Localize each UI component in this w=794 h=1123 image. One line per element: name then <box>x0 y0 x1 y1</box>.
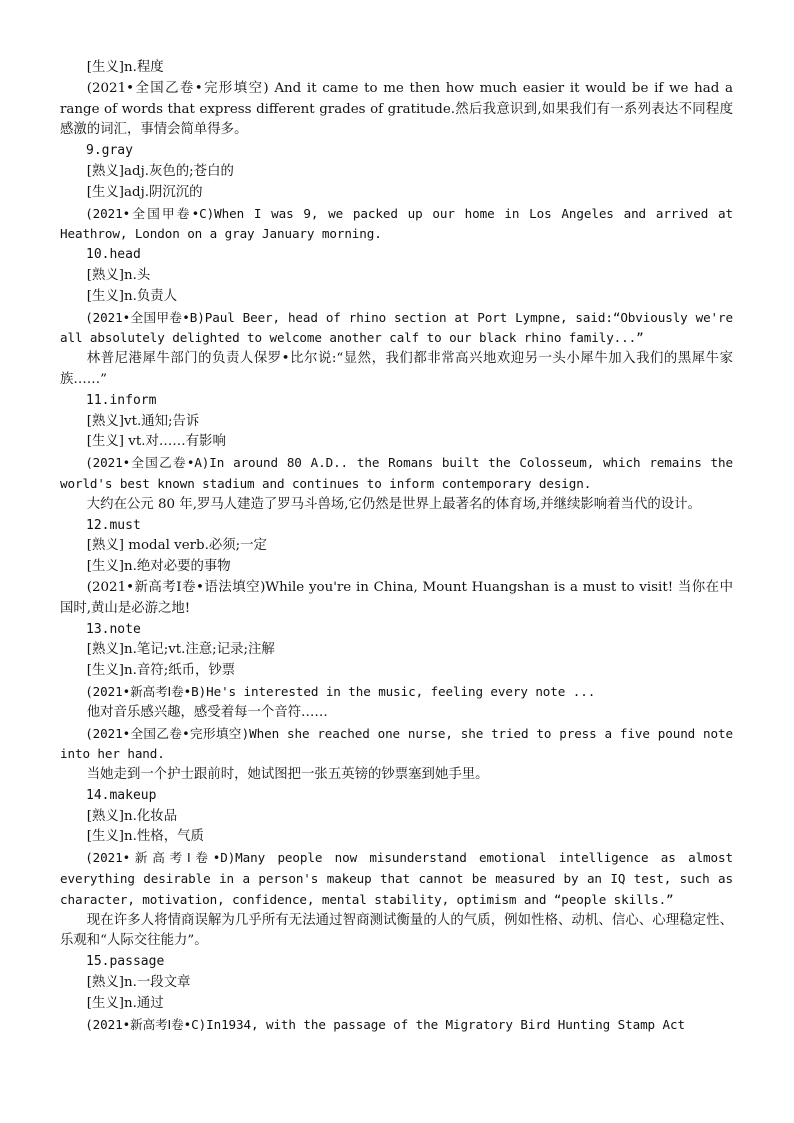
entry-heading: 10.head <box>86 247 141 263</box>
example-sentence: (2021•新高考Ⅰ卷•D)Many people now misunderstand emotional intelligence as almost everything desirable in a person's makeup that cannot be measured by an IQ test, such as character, motivation, confidence, mental stability, optimism and “people skills.” <box>60 850 733 907</box>
text-line: (2021•全国乙卷•完形填空) And it came to me then how much easier it would be if we had a range of words that express different grades of gratitude.然后我意识到,如果我们有一系列表达不同程度感激的词汇，事情会简单得多。 <box>60 80 733 138</box>
entry-heading: 13.note <box>86 621 141 637</box>
text-line: [生义] vt.对……有影响 <box>86 434 226 450</box>
translation: 现在许多人将情商误解为几乎所有无法通过智商测试衡量的人的气质，例如性格、动机、信心、心理稳定性、乐观和“人际交往能力”。 <box>60 912 733 949</box>
text-line: [生义]n.通过 <box>86 995 164 1011</box>
entry-heading: 14.makeup <box>86 787 157 803</box>
text-line: [熟义]n.笔记;vt.注意;记录;注解 <box>86 642 275 658</box>
example-sentence: (2021•新高考Ⅰ卷•语法填空)While you're in China, Mount Huangshan is a must to visit! 当你在中国时,黄山是必游之地! <box>60 579 733 616</box>
translation: 林普尼港犀牛部门的负责人保罗•比尔说:“显然，我们都非常高兴地欢迎另一头小犀牛加入我们的黑犀牛家族……” <box>60 351 733 387</box>
example-sentence: (2021•全国甲卷•C)When I was 9, we packed up our home in Los Angeles and arrived at Heathrow, London on a gray January morning. <box>60 205 733 242</box>
text-line: [生义]n.音符;纸币，钞票 <box>86 663 236 679</box>
text-line: [生义]n.性格，气质 <box>86 829 204 845</box>
text-line: [生义]n.绝对必要的事物 <box>86 559 231 575</box>
translation: 大约在公元 80 年,罗马人建造了罗马斗兽场,它仍然是世界上最著名的体育场,并继续影响着当代的设计。 <box>86 496 701 512</box>
example-sentence: (2021•全国甲卷•B)Paul Beer, head of rhino section at Port Lympne, said:“Obviously we're all absolutely delighted to welcome another calf to our black rhino family...” <box>60 309 733 346</box>
text-line: [熟义]n.化妆品 <box>86 808 178 824</box>
text-line: [熟义]vt.通知;告诉 <box>86 413 200 429</box>
translation: 他对音乐感兴趣，感受着每一个音符…… <box>86 704 328 720</box>
example-sentence: (2021•新高考Ⅰ卷•B)He's interested in the music, feeling every note ... <box>85 683 596 699</box>
entry-heading: 12.must <box>86 517 141 533</box>
text-line: [熟义]n.头 <box>86 267 151 283</box>
example-sentence: (2021•全国乙卷•完形填空)When she reached one nurse, she tried to press a five pound note into her hand. <box>60 725 733 762</box>
text-line: [熟义]adj.灰色的;苍白的 <box>86 163 234 179</box>
text-line: [生义]n.程度 <box>86 60 164 75</box>
text-line: [熟义] modal verb.必须;一定 <box>86 538 267 554</box>
text-line: [生义]adj.阴沉沉的 <box>86 184 203 200</box>
document-page <box>60 58 733 1035</box>
example-sentence: (2021•全国乙卷•A)In around 80 A.D.. the Romans built the Colosseum, which remains the world's best known stadium and continues to inform contemporary design. <box>60 455 733 491</box>
entry-heading: 11.inform <box>86 392 157 408</box>
text-line: [生义]n.负责人 <box>86 288 178 304</box>
example-sentence: (2021•新高考Ⅰ卷•C)In1934, with the passage of the Migratory Bird Hunting Stamp Act <box>85 1016 685 1032</box>
entry-heading: 15.passage <box>86 954 165 970</box>
translation: 当她走到一个护士跟前时，她试图把一张五英镑的钞票塞到她手里。 <box>86 767 489 783</box>
text-line: [熟义]n.一段文章 <box>86 975 191 991</box>
entry-heading: 9.gray <box>86 143 133 159</box>
